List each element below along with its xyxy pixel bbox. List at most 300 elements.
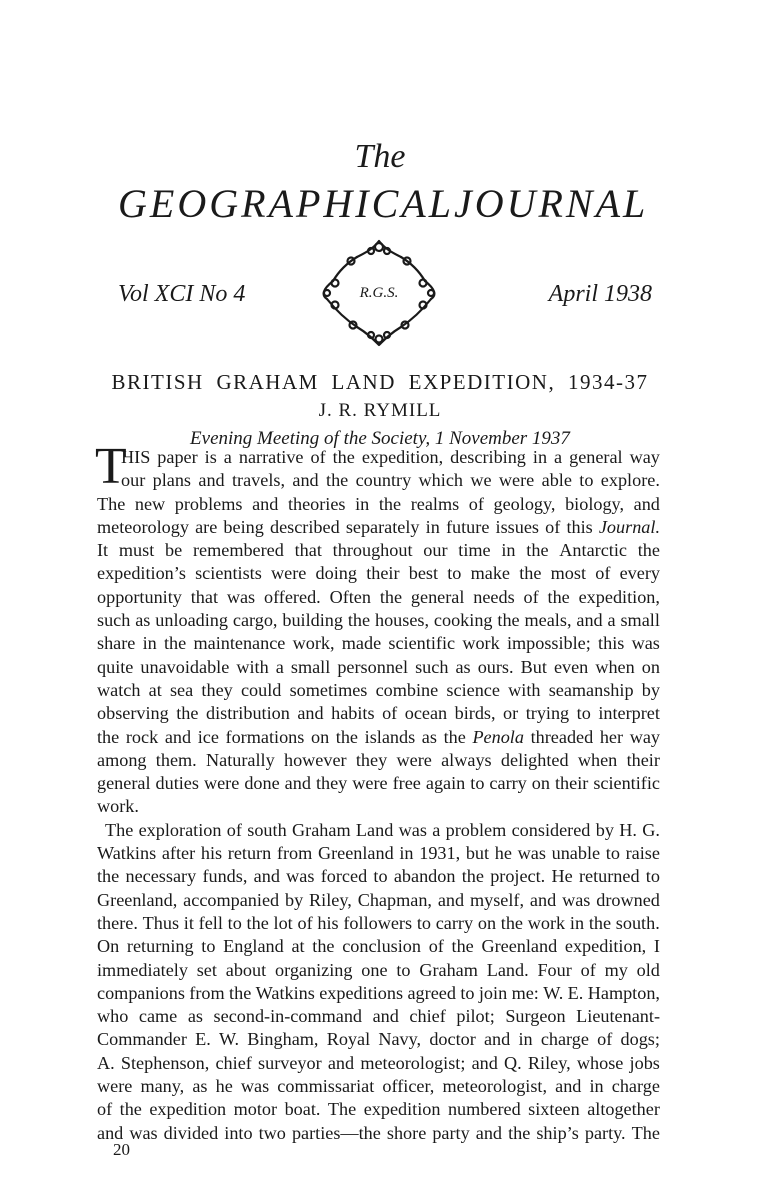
word: expedition [149,1099,227,1120]
text-line [97,656,660,679]
word: could [240,679,282,700]
text-line [97,446,660,469]
word: every [619,563,660,584]
word: and [372,1006,399,1027]
word: fell [198,912,223,933]
word: Riley, [527,1052,571,1073]
word: lot [273,912,293,933]
text-line [97,726,660,749]
word: and [253,866,280,887]
word: rock [125,726,159,747]
word: which [418,470,463,491]
word: commissariat [277,1076,375,1097]
word: the [97,866,120,887]
text-line [97,1075,660,1098]
word: on [477,912,497,933]
word: to [201,936,216,957]
word: share [97,633,136,654]
word: expedition, [564,936,647,957]
word: the [519,563,542,584]
word: unloading [155,610,228,631]
word: my [604,959,628,980]
journal-title-word: GEOGRAPHICAL [118,181,454,226]
word: among [97,749,147,770]
word: immediately [97,959,188,980]
word: the [637,540,660,561]
text-line [97,609,660,632]
text-line [97,982,660,1005]
word: of [310,447,326,467]
word: doctor [429,1029,476,1050]
word: of [523,586,539,607]
word: funds, [202,866,248,887]
word: and [327,1052,355,1073]
word: to [470,773,485,794]
text-line [97,493,660,516]
word: of [545,516,561,537]
word: as [192,1076,208,1097]
word: divided [163,1122,219,1143]
word: considered [511,819,591,840]
word: with [236,656,269,677]
word: The [105,819,134,840]
word: of [468,493,484,514]
word: when [595,656,635,677]
word: was [562,889,591,910]
word: Naturally [206,749,275,770]
word: throughout [332,540,413,561]
word: unavoidable [140,656,230,677]
text-line [97,562,660,585]
word: On [97,936,120,957]
word: charge [540,1029,589,1050]
word: return [227,843,272,864]
text-line [97,469,660,492]
word: abandon [393,866,456,887]
word: problems [174,493,243,514]
word: were [396,749,432,770]
text-line [97,912,660,935]
word: to [576,703,591,724]
word: was [129,1122,158,1143]
word: boat. [284,1099,321,1120]
word: this [598,633,625,654]
word: Q. [504,1052,522,1073]
word: the [347,610,371,631]
word: 1931, [419,843,461,864]
word: who [97,1006,129,1027]
word: England [223,936,284,957]
word: necessary [125,866,197,887]
word: the [335,726,359,747]
word: delighted [500,749,569,770]
word: were [203,773,240,794]
word: biology, [565,493,625,514]
word: be [165,540,183,561]
word: realms [410,493,460,514]
text-line [97,1005,660,1028]
word: houses, [374,610,430,631]
word: expedition, [578,586,660,607]
word: distribution [205,703,290,724]
word: new [134,493,166,514]
word: scientists [195,563,262,584]
text-line [97,959,660,982]
word: however [283,749,347,770]
word: are [195,516,218,537]
text-line [97,679,660,702]
word: a [223,447,232,467]
word: ship’s [536,1122,579,1143]
word: Four [537,959,572,980]
word: meteorologist; [360,1052,466,1073]
word: opportunity [97,586,182,607]
word: he [215,1076,233,1097]
word: exploration [138,819,222,840]
word: the [500,912,524,933]
word: and [529,889,557,910]
word: as [135,610,151,631]
word: his [317,912,339,933]
word: and [164,726,192,747]
word: our [423,540,448,561]
word: Greenland [481,936,558,957]
word: in [589,1076,604,1097]
word: unable [551,843,601,864]
text-line [97,1122,660,1145]
page-number: 20 [113,1140,130,1159]
word: we [470,470,492,491]
word: Land [355,819,394,840]
drop-cap: T [95,438,127,495]
word: work [462,633,500,654]
word: raise [625,843,660,864]
word: HIS [121,447,151,467]
word: or [503,703,519,724]
word: a [554,447,563,467]
word: building [282,610,343,631]
word: of [97,1099,113,1120]
word: numbered [447,1099,521,1120]
word: quite [97,656,134,677]
word: The [631,1122,660,1143]
word: was [398,819,427,840]
word: chief [215,1052,252,1073]
word: came [138,1006,178,1027]
word: the [497,610,520,631]
word: in [355,493,370,514]
text-line [97,842,660,865]
word: E. [567,982,584,1003]
emblem-text: R.G.S. [359,285,399,301]
word: But [520,656,547,677]
word: small [290,656,331,677]
word: agreed [407,982,456,1003]
text-line [97,539,660,562]
word: was [240,1076,270,1097]
word: on [531,773,550,794]
word: remembered [192,540,284,561]
word: his [200,843,223,864]
word: join [478,982,508,1003]
word: expeditions [319,982,404,1003]
word: of [382,703,398,724]
word: personnel [337,656,409,677]
word: the [119,1099,142,1120]
word: Graham [292,819,351,840]
word: country [355,470,412,491]
text-line [97,516,660,539]
word: needs [473,586,515,607]
word: south [247,819,287,840]
word: by [284,889,304,910]
word: when [577,749,618,770]
word: the [443,726,466,747]
word: motor [233,1099,278,1120]
word: seamanship [548,679,634,700]
word: impossible; [506,633,591,654]
word: jobs [629,1052,660,1073]
word: to [460,982,475,1003]
word: the [547,586,570,607]
word: altogether [587,1099,660,1120]
text-line [97,795,660,818]
text-line [97,586,660,609]
word: small [620,610,660,631]
word: dogs; [620,1029,660,1050]
word: make [470,563,510,584]
word: at [148,679,162,700]
word: was [631,633,660,654]
word: carry [435,912,474,933]
article-body [97,446,660,1145]
word: a [607,610,616,631]
word: problem [445,819,507,840]
word: her [599,726,624,747]
word: able [541,470,572,491]
word: and [284,773,311,794]
word: myself, [469,889,525,910]
word: but [465,843,490,864]
word: He [551,866,573,887]
text-line [97,632,660,655]
text-line [97,1052,660,1075]
word: offered. [263,586,321,607]
word: carry [489,773,527,794]
word: maintenance [193,633,286,654]
word: he [494,843,512,864]
text-line [97,702,660,725]
word: The [327,1099,357,1120]
word: this [566,516,593,537]
word: the [246,912,269,933]
word: the [332,447,355,467]
word: in [518,1029,533,1050]
word: to [645,866,660,887]
word: Watkins [97,843,157,864]
word: and [483,1029,511,1050]
word: to [447,563,462,584]
word: old [636,959,660,980]
word: observing [97,703,169,724]
word: E. [195,1029,211,1050]
word: sea [169,679,194,700]
text-line [97,1098,660,1121]
word: to [227,912,242,933]
word: interpret [598,703,660,724]
word: in [501,540,516,561]
word: again [425,773,466,794]
word: combine [375,679,439,700]
word: meals, [524,610,572,631]
word: returned [578,866,640,887]
word: such [415,656,449,677]
word: expedition, [361,447,444,467]
word: H. [619,819,637,840]
word: in [532,447,548,467]
word: most [550,563,587,584]
word: the [378,493,402,514]
word: threaded [530,726,594,747]
word: Often [329,586,371,607]
word: Chapman, [357,889,432,910]
word: cooking [433,610,493,631]
word: and [97,1122,124,1143]
word: Stephenson, [120,1052,210,1073]
word: organizing [275,959,353,980]
word: of [580,959,596,980]
word: the [588,912,612,933]
word: of [597,1029,613,1050]
word: way [629,726,660,747]
word: about [225,959,267,980]
word: from [189,982,225,1003]
word: and [437,889,465,910]
word: general [410,586,465,607]
word: Antarctic [559,540,627,561]
word: the [379,586,403,607]
word: general [569,447,623,467]
word: party [432,1122,470,1143]
word: the [176,703,199,724]
word: formations [225,726,305,747]
word: the [508,1122,531,1143]
word: Hampton, [587,982,660,1003]
word: general [97,773,151,794]
text-line [97,865,660,888]
word: and [252,493,279,514]
word: to [373,866,388,887]
volume-number: Vol XCI No 4 [118,281,246,307]
word: the [164,633,187,654]
word: they [315,773,348,794]
word: Lieutenant- [576,1006,660,1027]
text-line [97,935,660,958]
word: issues [495,516,539,537]
word: chief [409,1006,446,1027]
word: a [275,656,284,677]
word: expedition’s [97,563,186,584]
word: the [451,936,474,957]
italic-word: Journal. [598,516,660,537]
word: in [142,633,157,654]
word: plans [152,470,192,491]
word: to [605,843,620,864]
word: such [97,610,131,631]
word: their [626,749,660,770]
word: describing [450,447,526,467]
word: that [294,540,322,561]
text-line [97,1028,660,1051]
word: forced [320,866,368,887]
word: to [396,959,411,980]
word: must [118,540,155,561]
word: into [224,1122,253,1143]
word: being [223,516,264,537]
word: of [428,936,444,957]
word: followers [343,912,413,933]
article-author: J. R. RYMILL [318,400,442,421]
word: birds, [454,703,496,724]
text-line [97,889,660,912]
word: future [445,516,490,537]
word: paper [157,447,198,467]
word: work. [97,796,139,817]
word: in [399,843,414,864]
word: Riley, [309,889,352,910]
word: them. [155,749,197,770]
word: free [392,773,421,794]
word: I [653,936,660,957]
word: as [455,656,471,677]
word: were [352,773,388,794]
word: duties [155,773,199,794]
journal-title-word: JOURNAL [453,181,649,226]
word: separately [345,516,420,537]
word: south. [615,912,660,933]
italic-word: Penola [472,726,524,747]
word: Watkins [255,982,315,1003]
word: project. [490,866,546,887]
word: were [97,1076,133,1097]
word: scientific [388,633,456,654]
word: The [97,493,126,514]
word: time [458,540,491,561]
word: way [629,447,660,467]
word: Greenland, [97,889,178,910]
word: the [312,936,335,957]
word: Surgeon [505,1006,566,1027]
word: trying [525,703,570,724]
word: and [198,470,225,491]
word: parties—the [291,1122,381,1143]
word: officer, [382,1076,435,1097]
word: work, [292,633,335,654]
word: the [526,540,549,561]
word: G. [642,819,660,840]
word: as [421,726,437,747]
word: narrative [238,447,304,467]
word: the [229,982,252,1003]
word: were [271,563,307,584]
word: always [441,749,492,770]
word: geology, [493,493,556,514]
word: islands [364,726,416,747]
word: ocean [404,703,448,724]
word: the [97,726,120,747]
word: set [196,959,217,980]
word: by [595,819,614,840]
